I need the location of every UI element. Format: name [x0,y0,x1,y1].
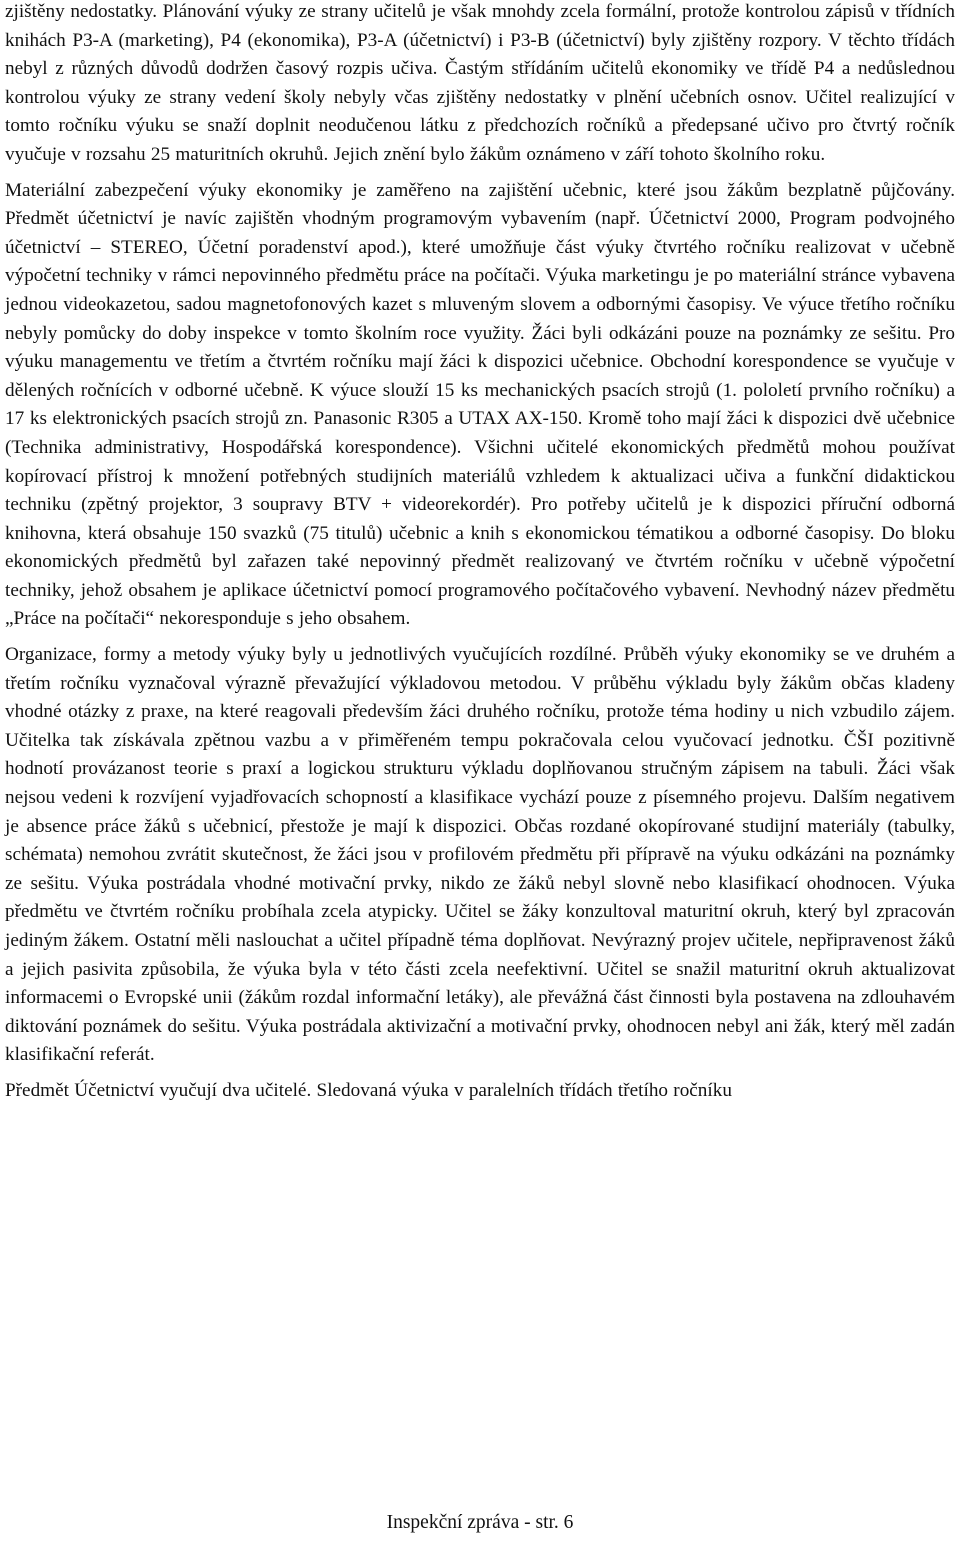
paragraph-planning: zjištěny nedostatky. Plánování výuky ze strany učitelů je však mnohdy zcela formální, protože kontrolou zápisů v třídních knihách P3-A (marketing), P4 (ekonomika), P3-A (účetnictví) i P3-B (účetnictví) byly zjištěny rozpory. V těchto třídách nebyl z různých důvodů dodržen časový rozpis učiva. Častým střídáním učitelů ekonomiky ve třídě P4 a nedůslednou kontrolou výuky ze strany vedení školy nebyly včas zjištěny nedostatky v plnění učebních osnov. Učitel realizující v tomto ročníku výuku se snaží doplnit neodučenou látku z předchozích ročníků a předepsané učivo pro čtvrtý ročník vyučuje v rozsahu 25 maturitních okruhů. Jejich znění bylo žákům oznámeno v září tohoto školního roku. [5,1,955,165]
paragraph-material-support: Materiální zabezpečení výuky ekonomiky je zaměřeno na zajištění učebnic, které jsou žákům bezplatně půjčovány. Předmět účetnictví je navíc zajištěn vhodným programovým vybavením (např. Účetnictví 2000, Program podvojného účetnictví – STEREO, Účetní poradenství apod.), které umožňuje část výuky čtvrtého ročníku realizovat v učebně výpočetní techniky v rámci nepovinného předmětu práce na počítači. Výuka marketingu je po materiální stránce vybavena jednou videokazetou, sadou magnetofonových kazet s mluveným slovem a odbornými časopisy. Ve výuce třetího ročníku nebyly pomůcky do doby inspekce v tomto školním roce využity. Žáci byli odkázáni pouze na poznámky ze sešitu. Pro výuku managementu ve třetím a čtvrtém ročníku mají žáci k dispozici učebnice. Obchodní korespondence se vyučuje v dělených ročnících v odborné učebně. K výuce slouží 15 ks mechanických psacích strojů (1. pololetí prvního ročníku) a 17 ks elektronických psacích strojů zn. Panasonic R305 a UTAX AX-150. Kromě toho mají žáci k dispozici dvě učebnice (Technika administrativy, Hospodářská korespondence). Všichni učitelé ekonomických předmětů mohou používat kopírovací přístroj k množení potřebných studijních materiálů vzhledem k aktualizaci učiva a funkční didaktickou techniku (zpětný projektor, 3 soupravy BTV + videorekordér). Pro potřeby učitelů je k dispozici příruční odborná knihovna, která obsahuje 150 svazků (75 titulů) učebnic a knih s ekonomickou tématikou a odborné časopisy. Do bloku ekonomických předmětů byl zařazen také nepovinný předmět realizovaný ve čtvrtém ročníku v učebně výpočetní techniky, jehož obsahem je aplikace účetnictví pomocí programového počítačového vybavení. Nevhodný název předmětu „Práce na počítači“ nekoresponduje s jeho obsahem. [5,179,955,630]
document-page [5,0,955,1113]
page-footer: Inspekční zpráva - str. 6 [386,1512,574,1533]
paragraph-organization-methods: Organizace, formy a metody výuky byly u jednotlivých vyučujících rozdílné. Průběh výuky ekonomiky se ve druhém a třetím ročníku vyznačoval výrazně převažující výkladovou metodou. V průběhu výkladu byly žákům občas kladeny vhodné otázky z praxe, na které reagovali především žáci druhého ročníku, protože téma hodiny u nich vzbudilo zájem. Učitelka tak získávala zpětnou vazbu a v přiměřeném tempu pokračovala celou vyučovací jednotku. ČŠI pozitivně hodnotí provázanost teorie s praxí a logickou strukturu výkladu doplňovanou stručným zápisem na tabuli. Žáci však nejsou vedeni k rozvíjení vyjadřovacích schopností a klasifikace vychází pouze z písemného projevu. Dalším negativem je absence práce žáků s učebnicí, přestože je mají k dispozici. Občas rozdané okopírované studijní materiály (tabulky, schémata) nemohou zvrátit skutečnost, že žáci jsou v profilovém předmětu při přípravě na výuku odkázáni na poznámky ze sešitu. Výuka postrádala vhodné motivační prvky, nikdo ze žáků nebyl slovně nebo klasifikací ohodnocen. Výuka předmětu ve čtvrtém ročníku probíhala zcela atypicky. Učitel se žáky konzultoval maturitní okruh, který byl zpracován jediným žákem. Ostatní měli naslouchat a učitel případně téma doplňovat. Nevýrazný projev učitele, nepřipravenost žáků a jejich pasivita způsobila, že výuka byla v této části zcela neefektivní. Učitel se snažil maturitní okruh aktualizovat informacemi o Evropské unii (žákům rozdal informační letáky), ale převážná část činnosti byla postavena na zdlouhavém diktování poznámek do sešitu. Výuka postrádala aktivizační a motivační prvky, ohodnocen nebyl ani žák, který měl zadán klasifikační referát. [5,644,955,1066]
paragraph-accounting: Předmět Účetnictví vyučují dva učitelé. Sledovaná výuka v paralelních třídách třetího ročníku [5,1079,732,1101]
